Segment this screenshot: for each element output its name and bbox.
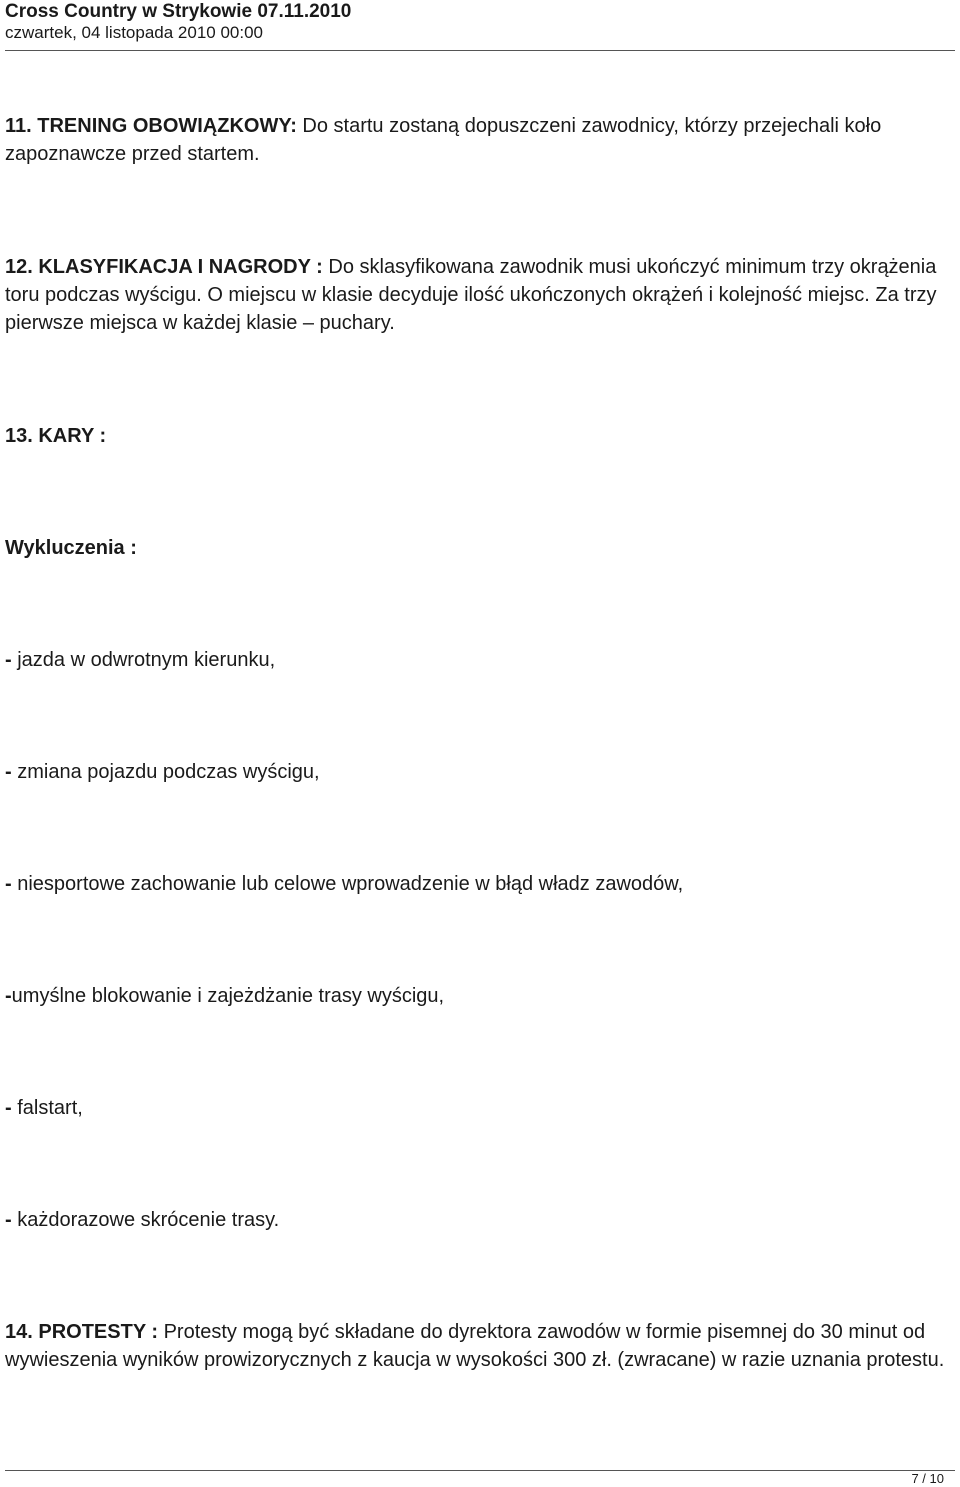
document-title: Cross Country w Strykowie 07.11.2010 [5,1,352,22]
section-13-heading: 13. KARY : [5,425,107,447]
section-11-text: Do startu zostaną dopuszczeni zawodnicy, którzy przejechali koło zapoznawcze przed startem. [5,115,882,165]
exclusion-item: -umyślne blokowanie i zajeżdżanie trasy wyścigu, [5,985,445,1007]
document-header [5,0,955,51]
page-number: 7 / 10 [911,1471,944,1486]
exclusion-item: - falstart, [5,1097,83,1119]
exclusion-item: - jazda w odwrotnym kierunku, [5,649,276,671]
section-14-paragraph [5,1318,955,1374]
exclusion-item: - niesportowe zachowanie lub celowe wprowadzenie w błąd władz zawodów, [5,873,684,895]
section-11-heading: 11. TRENING OBOWIĄZKOWY: [5,115,297,137]
footer-divider [5,1470,955,1471]
section-12-paragraph [5,253,955,337]
exclusion-item: - zmiana pojazdu podczas wyścigu, [5,761,320,783]
section-11-paragraph [5,112,955,168]
exclusions-subheading: Wykluczenia : [5,537,137,559]
section-12-text: Do sklasyfikowana zawodnik musi ukończyć minimum trzy okrążenia toru podczas wyścigu. O miejscu w klasie decyduje ilość ukończonych okrążeń i kolejność miejsc. Za trzy pierwsze miejsca w każdej klasie – puchary. [5,256,937,334]
section-14-heading: 14. PROTESTY : [5,1321,159,1343]
section-12-heading: 12. KLASYFIKACJA I NAGRODY : [5,256,323,278]
document-date: czwartek, 04 listopada 2010 00:00 [5,23,264,42]
section-14-text: Protesty mogą być składane do dyrektora zawodów w formie pisemnej do 30 minut od wywieszenia wyników prowizorycznych z kaucja w wysokości 300 zł. (zwracane) w razie uznania protestu. [5,1321,945,1371]
exclusion-item: - każdorazowe skrócenie trasy. [5,1209,280,1231]
